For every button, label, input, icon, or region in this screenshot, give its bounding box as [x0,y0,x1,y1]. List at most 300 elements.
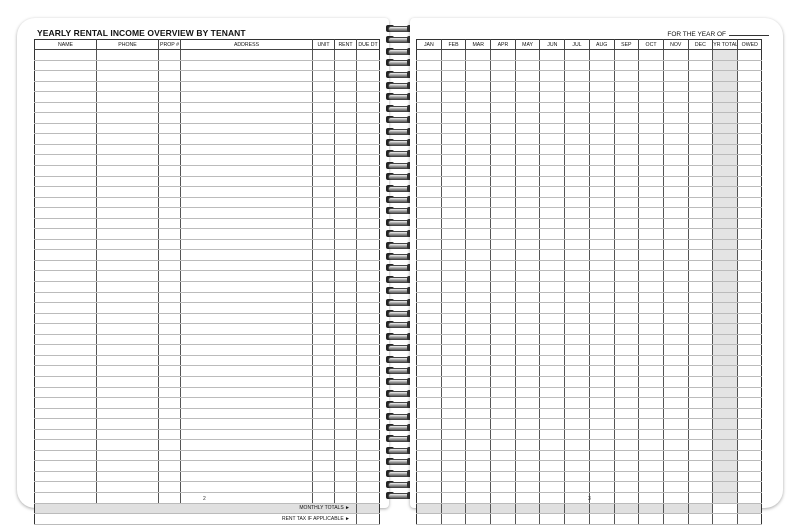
table-cell[interactable] [441,50,466,61]
table-cell[interactable] [589,187,614,198]
table-cell[interactable] [565,292,590,303]
table-cell[interactable] [688,239,713,250]
table-cell[interactable] [515,471,540,482]
table-cell[interactable] [35,313,97,324]
table-cell[interactable] [713,398,738,409]
table-cell[interactable] [35,134,97,145]
monthly-total-cell[interactable] [515,503,540,514]
table-cell[interactable] [589,176,614,187]
table-cell[interactable] [466,345,491,356]
table-cell[interactable] [313,218,335,229]
table-cell[interactable] [417,239,442,250]
table-cell[interactable] [491,334,516,345]
table-cell[interactable] [688,492,713,503]
table-cell[interactable] [738,471,762,482]
table-cell[interactable] [97,313,159,324]
table-cell[interactable] [97,440,159,451]
table-cell[interactable] [589,60,614,71]
table-cell[interactable] [688,366,713,377]
table-cell[interactable] [441,461,466,472]
table-cell[interactable] [663,176,688,187]
table-cell[interactable] [738,429,762,440]
table-cell[interactable] [688,197,713,208]
table-cell[interactable] [35,355,97,366]
table-cell[interactable] [713,50,738,61]
table-cell[interactable] [491,166,516,177]
table-cell[interactable] [97,113,159,124]
table-cell[interactable] [639,166,664,177]
table-cell[interactable] [589,313,614,324]
table-cell[interactable] [565,250,590,261]
table-cell[interactable] [515,260,540,271]
table-cell[interactable] [491,81,516,92]
table-cell[interactable] [713,60,738,71]
table-cell[interactable] [540,71,565,82]
table-cell[interactable] [614,260,639,271]
table-cell[interactable] [466,366,491,377]
table-cell[interactable] [441,324,466,335]
table-cell[interactable] [713,429,738,440]
monthly-total-cell[interactable] [491,503,516,514]
table-cell[interactable] [639,260,664,271]
table-cell[interactable] [159,123,181,134]
table-cell[interactable] [35,144,97,155]
table-cell[interactable] [357,282,380,293]
table-cell[interactable] [313,239,335,250]
table-cell[interactable] [713,282,738,293]
table-cell[interactable] [466,303,491,314]
table-cell[interactable] [515,482,540,493]
table-cell[interactable] [335,113,357,124]
rent-tax-cell[interactable] [466,514,491,525]
table-cell[interactable] [441,440,466,451]
table-cell[interactable] [97,134,159,145]
table-cell[interactable] [515,123,540,134]
table-cell[interactable] [417,334,442,345]
table-cell[interactable] [441,313,466,324]
year-blank-line[interactable] [729,29,769,36]
table-cell[interactable] [589,471,614,482]
table-cell[interactable] [540,60,565,71]
table-cell[interactable] [441,376,466,387]
table-cell[interactable] [417,250,442,261]
table-cell[interactable] [491,419,516,430]
table-cell[interactable] [639,345,664,356]
table-cell[interactable] [540,334,565,345]
table-cell[interactable] [614,345,639,356]
table-cell[interactable] [614,218,639,229]
table-cell[interactable] [515,440,540,451]
table-cell[interactable] [357,387,380,398]
table-cell[interactable] [491,197,516,208]
table-cell[interactable] [335,429,357,440]
table-cell[interactable] [639,292,664,303]
table-cell[interactable] [639,282,664,293]
table-cell[interactable] [357,218,380,229]
table-cell[interactable] [688,408,713,419]
table-cell[interactable] [466,123,491,134]
table-cell[interactable] [357,166,380,177]
table-cell[interactable] [515,398,540,409]
table-cell[interactable] [639,123,664,134]
table-cell[interactable] [713,324,738,335]
table-cell[interactable] [540,450,565,461]
table-cell[interactable] [713,334,738,345]
table-cell[interactable] [515,419,540,430]
table-cell[interactable] [663,429,688,440]
table-cell[interactable] [335,208,357,219]
table-cell[interactable] [335,303,357,314]
table-cell[interactable] [159,208,181,219]
table-cell[interactable] [589,429,614,440]
table-cell[interactable] [688,461,713,472]
table-cell[interactable] [713,239,738,250]
table-cell[interactable] [639,102,664,113]
table-cell[interactable] [713,176,738,187]
rent-tax-cell[interactable] [614,514,639,525]
table-cell[interactable] [441,492,466,503]
table-cell[interactable] [313,71,335,82]
table-cell[interactable] [540,482,565,493]
table-cell[interactable] [589,419,614,430]
table-cell[interactable] [417,376,442,387]
table-cell[interactable] [313,102,335,113]
table-cell[interactable] [491,303,516,314]
table-cell[interactable] [614,60,639,71]
table-cell[interactable] [688,134,713,145]
table-cell[interactable] [181,166,313,177]
table-cell[interactable] [441,102,466,113]
table-cell[interactable] [540,387,565,398]
table-cell[interactable] [738,398,762,409]
table-cell[interactable] [639,471,664,482]
table-cell[interactable] [181,113,313,124]
table-cell[interactable] [738,71,762,82]
table-cell[interactable] [466,376,491,387]
table-cell[interactable] [181,366,313,377]
table-cell[interactable] [181,408,313,419]
table-cell[interactable] [663,123,688,134]
table-cell[interactable] [35,440,97,451]
table-cell[interactable] [565,260,590,271]
table-cell[interactable] [639,197,664,208]
table-cell[interactable] [97,461,159,472]
table-cell[interactable] [589,155,614,166]
table-cell[interactable] [441,366,466,377]
table-cell[interactable] [639,355,664,366]
table-cell[interactable] [313,155,335,166]
table-cell[interactable] [663,303,688,314]
table-cell[interactable] [466,134,491,145]
table-cell[interactable] [515,155,540,166]
table-cell[interactable] [565,60,590,71]
table-cell[interactable] [97,176,159,187]
table-cell[interactable] [159,292,181,303]
table-cell[interactable] [491,429,516,440]
table-cell[interactable] [614,334,639,345]
table-cell[interactable] [614,482,639,493]
table-cell[interactable] [417,155,442,166]
table-cell[interactable] [417,492,442,503]
table-cell[interactable] [335,176,357,187]
table-cell[interactable] [441,250,466,261]
table-cell[interactable] [159,60,181,71]
table-cell[interactable] [35,471,97,482]
table-cell[interactable] [159,429,181,440]
table-cell[interactable] [35,71,97,82]
table-cell[interactable] [441,398,466,409]
table-cell[interactable] [738,440,762,451]
table-cell[interactable] [688,113,713,124]
table-cell[interactable] [738,419,762,430]
table-cell[interactable] [335,166,357,177]
table-cell[interactable] [565,197,590,208]
monthly-total-cell[interactable] [540,503,565,514]
table-cell[interactable] [466,355,491,366]
table-cell[interactable] [738,482,762,493]
table-cell[interactable] [589,450,614,461]
table-cell[interactable] [515,239,540,250]
table-cell[interactable] [335,134,357,145]
table-cell[interactable] [614,271,639,282]
table-cell[interactable] [181,187,313,198]
table-cell[interactable] [688,102,713,113]
table-cell[interactable] [35,81,97,92]
table-cell[interactable] [335,102,357,113]
table-cell[interactable] [97,450,159,461]
table-cell[interactable] [639,81,664,92]
table-cell[interactable] [614,408,639,419]
table-cell[interactable] [335,492,357,503]
table-cell[interactable] [565,187,590,198]
table-cell[interactable] [491,155,516,166]
table-cell[interactable] [181,419,313,430]
table-cell[interactable] [97,92,159,103]
table-cell[interactable] [441,123,466,134]
rent-tax-cell[interactable] [738,514,762,525]
table-cell[interactable] [181,387,313,398]
table-cell[interactable] [515,492,540,503]
table-cell[interactable] [713,208,738,219]
table-cell[interactable] [491,134,516,145]
table-cell[interactable] [589,229,614,240]
table-cell[interactable] [335,282,357,293]
table-cell[interactable] [466,334,491,345]
table-cell[interactable] [639,271,664,282]
table-cell[interactable] [357,187,380,198]
table-cell[interactable] [540,408,565,419]
table-cell[interactable] [335,271,357,282]
table-cell[interactable] [614,113,639,124]
table-cell[interactable] [738,187,762,198]
table-cell[interactable] [313,260,335,271]
table-cell[interactable] [614,419,639,430]
table-cell[interactable] [589,92,614,103]
table-cell[interactable] [466,471,491,482]
table-cell[interactable] [97,155,159,166]
table-cell[interactable] [614,250,639,261]
table-cell[interactable] [540,313,565,324]
table-cell[interactable] [357,144,380,155]
table-cell[interactable] [639,71,664,82]
table-cell[interactable] [639,492,664,503]
table-cell[interactable] [540,492,565,503]
table-cell[interactable] [491,50,516,61]
table-cell[interactable] [540,208,565,219]
table-cell[interactable] [441,271,466,282]
table-cell[interactable] [663,113,688,124]
table-cell[interactable] [357,292,380,303]
table-cell[interactable] [663,376,688,387]
table-cell[interactable] [713,376,738,387]
table-cell[interactable] [35,461,97,472]
table-cell[interactable] [159,313,181,324]
table-cell[interactable] [35,303,97,314]
table-cell[interactable] [663,92,688,103]
table-cell[interactable] [515,92,540,103]
table-cell[interactable] [417,345,442,356]
table-cell[interactable] [466,440,491,451]
table-cell[interactable] [738,313,762,324]
table-cell[interactable] [466,187,491,198]
table-cell[interactable] [97,50,159,61]
table-cell[interactable] [688,429,713,440]
table-cell[interactable] [614,197,639,208]
table-cell[interactable] [491,461,516,472]
table-cell[interactable] [663,208,688,219]
monthly-total-cell[interactable] [738,503,762,514]
table-cell[interactable] [738,492,762,503]
table-cell[interactable] [417,218,442,229]
table-cell[interactable] [159,260,181,271]
table-cell[interactable] [565,81,590,92]
table-cell[interactable] [614,144,639,155]
table-cell[interactable] [565,376,590,387]
table-cell[interactable] [515,282,540,293]
table-cell[interactable] [688,144,713,155]
table-cell[interactable] [515,176,540,187]
table-cell[interactable] [614,282,639,293]
table-cell[interactable] [738,260,762,271]
table-cell[interactable] [97,345,159,356]
table-cell[interactable] [614,313,639,324]
table-cell[interactable] [491,239,516,250]
table-cell[interactable] [357,324,380,335]
table-cell[interactable] [97,334,159,345]
table-cell[interactable] [491,218,516,229]
table-cell[interactable] [738,102,762,113]
table-cell[interactable] [515,345,540,356]
table-cell[interactable] [159,282,181,293]
table-cell[interactable] [589,123,614,134]
table-cell[interactable] [313,81,335,92]
table-cell[interactable] [159,398,181,409]
table-cell[interactable] [491,345,516,356]
table-cell[interactable] [614,176,639,187]
table-cell[interactable] [159,187,181,198]
table-cell[interactable] [335,355,357,366]
table-cell[interactable] [181,482,313,493]
table-cell[interactable] [589,492,614,503]
table-cell[interactable] [614,303,639,314]
table-cell[interactable] [357,229,380,240]
table-cell[interactable] [35,123,97,134]
table-cell[interactable] [357,482,380,493]
table-cell[interactable] [181,303,313,314]
table-cell[interactable] [491,408,516,419]
table-cell[interactable] [639,429,664,440]
table-cell[interactable] [614,155,639,166]
table-cell[interactable] [441,260,466,271]
table-cell[interactable] [417,92,442,103]
table-cell[interactable] [738,345,762,356]
table-cell[interactable] [491,282,516,293]
table-cell[interactable] [713,123,738,134]
table-cell[interactable] [540,429,565,440]
table-cell[interactable] [313,482,335,493]
table-cell[interactable] [515,113,540,124]
table-cell[interactable] [159,166,181,177]
table-cell[interactable] [491,292,516,303]
table-cell[interactable] [417,176,442,187]
table-cell[interactable] [515,292,540,303]
table-cell[interactable] [738,239,762,250]
table-cell[interactable] [515,60,540,71]
table-cell[interactable] [614,50,639,61]
table-cell[interactable] [97,260,159,271]
table-cell[interactable] [565,387,590,398]
table-cell[interactable] [565,102,590,113]
table-cell[interactable] [565,229,590,240]
table-cell[interactable] [663,134,688,145]
table-cell[interactable] [688,334,713,345]
table-cell[interactable] [357,313,380,324]
table-cell[interactable] [97,197,159,208]
table-cell[interactable] [35,398,97,409]
table-cell[interactable] [441,303,466,314]
table-cell[interactable] [565,429,590,440]
table-cell[interactable] [97,292,159,303]
table-cell[interactable] [565,440,590,451]
table-cell[interactable] [540,440,565,451]
table-cell[interactable] [441,71,466,82]
table-cell[interactable] [313,144,335,155]
table-cell[interactable] [565,492,590,503]
table-cell[interactable] [159,366,181,377]
table-cell[interactable] [335,187,357,198]
table-cell[interactable] [614,471,639,482]
table-cell[interactable] [35,408,97,419]
table-cell[interactable] [515,250,540,261]
table-cell[interactable] [663,250,688,261]
table-cell[interactable] [466,324,491,335]
table-cell[interactable] [335,398,357,409]
table-cell[interactable] [335,471,357,482]
table-cell[interactable] [663,166,688,177]
table-cell[interactable] [713,218,738,229]
table-cell[interactable] [35,176,97,187]
table-cell[interactable] [688,71,713,82]
table-cell[interactable] [441,166,466,177]
table-cell[interactable] [35,113,97,124]
table-cell[interactable] [491,144,516,155]
table-cell[interactable] [713,166,738,177]
table-cell[interactable] [565,166,590,177]
table-cell[interactable] [159,324,181,335]
table-cell[interactable] [614,229,639,240]
table-cell[interactable] [491,113,516,124]
table-cell[interactable] [35,482,97,493]
